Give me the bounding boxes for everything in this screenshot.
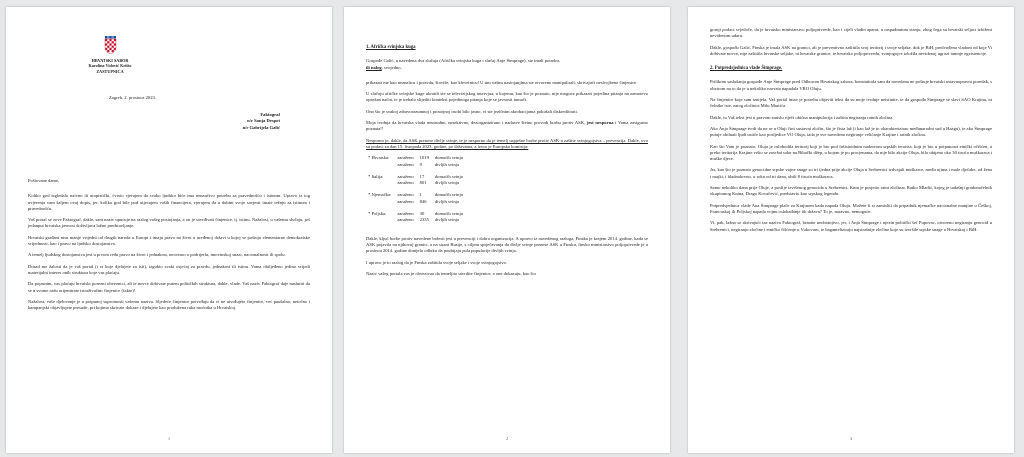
letterhead-role: ZASTUPNICA bbox=[96, 68, 124, 74]
underlined-paragraph: Nesporno je, dakle, da ASK prenose divlje svinje, te je nesporno da je temelj uspješne borbe protiv ASK-a zaštite svinjogojstva – prevencija. Dakle, ovo su podaci za dan 15. listopada 2023. godine, po državama, a izvor je Europska komisija: bbox=[366, 137, 648, 149]
desc-cell: divljih svinja bbox=[434, 161, 459, 167]
desc-cell: divljih svinja bbox=[434, 198, 459, 204]
table-row bbox=[368, 217, 469, 223]
paragraph-text: Moja tvrdnja da hrvatska vlada neutrudno, nesektivno, dezorganizirano i nadasve štetno provodi borbu protiv ASK, bbox=[366, 120, 586, 126]
paragraph: Jer, kao što je poznato genocidne srpske vojne snage su tri tjedna prije akcije Oluja u Srebrenici izdvajali muškarce, među njima i male dječake, od žena i majki, i hladnokrvno, u roku od tri dana, ubili 8 tisuća muškaraca. bbox=[710, 167, 992, 179]
number-cell: 9 bbox=[419, 161, 422, 167]
document-page-3 bbox=[688, 7, 1014, 453]
number-cell: 801 bbox=[419, 180, 427, 186]
paragraph: Da pojasnim, vas plaćaju hrvatski porezni obveznici, ali te novce dobivate putem političkih struktura, dakle, vlade. Vaš naziv Faktograf daje naslutiti da se u svome radu orijentirate istraživačim činjenice (fakte)! bbox=[28, 281, 310, 293]
paragraph: A temelj ljudskog dostojanstva jest u prvom redu pravo na život i jednakost, neovisno o podrijetlu, imovinskoj snazi, nacionalnosti ili spolu. bbox=[28, 252, 286, 258]
recipient-name-1: n/r Sanja Despot bbox=[247, 118, 280, 124]
country-cell: * Njemačka: bbox=[368, 192, 392, 198]
label-cell: zaraženo bbox=[397, 217, 414, 223]
document-page-1 bbox=[6, 7, 332, 453]
desc-cell: divljih svinja bbox=[434, 180, 459, 186]
paragraph: prikazati me kao neznalicu i potvrdu, štoviše, kao klevetnicu! U tim vašim nastojanjima ste otvoreno manipulirali, skrivajući neslvojbene činjenice. bbox=[366, 79, 638, 85]
recipient-name-2: n/r Gabrijela Galić bbox=[242, 124, 280, 130]
recipient-block bbox=[243, 112, 280, 131]
paragraph-text: , svojedno, bbox=[381, 64, 402, 70]
letterhead-institution: HRVATSKI SABOR bbox=[91, 58, 129, 63]
country-cell: * Poljska: bbox=[368, 211, 387, 217]
paragraph: Dakle, tu Vaš tekst jest u pravom smislu riječi obična manipulacija i zaštita negiranja ratnih zločina. bbox=[710, 114, 894, 120]
letterhead bbox=[78, 36, 142, 74]
paragraph: Koliko god izgledalo naivno ili utopistički, čvrsto vjerujem da svako ljudsko biće ima nenaučivo potrebu za pravednošću i istinom. Upravo iz tog uvjerenja vam šaljem ovaj dopis, jer, koliko god bile pod utjecajem vaših financijera, vjerujem da u dubini svoje savjesti imate težnju za istinom i pravednošću. bbox=[28, 193, 310, 211]
letter-body-page-3 bbox=[710, 7, 992, 233]
paragraph: Vi, pak, lažno se skrivajući iza naziva Faktograf, branite neobranjivo, jer, i Anja Šimprage i njezin politički šef Pupovac, otvoreno negiranju genocid u Srebrenici, negiranju zločine i etničko čišćenje u Vukovaru, te baganteliziraju najstrašnije zločine koje su izvršile srpske snage u Hrvatskoj i BiH. bbox=[710, 220, 992, 232]
paragraph: Dakle, ključ borbe protiv navedene bolesti jest u prevenciji i dobra organizacija. A upravo iz navedenog razloga, Finska je krajem 2014. godine, kada se ASK pojavila na njihovoj granici, a na strani Rusije, s ciljem sprječavanja da divlje svinje prenese ASK u Finsku, finsko ministarstvo poljoprivrede je u prosincu 2014. godine donijelo odluku da poubijaju pola populacije divljih svinja. bbox=[366, 235, 648, 254]
page-number: 1 bbox=[167, 435, 171, 441]
label-cell: zaraženo bbox=[397, 155, 414, 161]
paragraph: Naziv vašeg portala vas je obvezivao da temeljito utvrdite činjenice, a one dokazuju, kao što bbox=[366, 270, 536, 276]
paragraph: Na činjenice koje sam iznijela, Vaš portal imao je potrebu objaviti tekst da su moje tvrdnje neistinite, te da gospođa Šimprage se slavi SAO Krajinu, ni čelnike iste, zatog zločinca Milu Martića. bbox=[710, 97, 992, 109]
paragraph: Vaš portal se zove Faktograf, dakle, sam naziv upućuje na razlog vašeg postojanja, a on je utvrđivati činjenice, tj. istinu. Nažalost, u vašemu slučaju, još jedanput hrvatska javnost doživljava lažno predstavljanje. bbox=[28, 217, 310, 229]
paragraph: gornji podaci svjedoče, da je hrvatsko ministarstvo poljoprivrede, kao i cijeli vladin aparat, u raspadnutom stanju, zbog čega su hrvatski seljaci izloženi nevidenom udaru. bbox=[710, 27, 992, 39]
country-cell: * Hrvatska: bbox=[368, 155, 390, 161]
desc-cell: domaćih svinja bbox=[434, 155, 463, 161]
number-cell: 2335 bbox=[419, 217, 429, 223]
paragraph: Dakle, gospođo Galić, Finska je imala ASK na granici, ali je preventivno zaštitila svoj teritorij i svoje seljake, dok je BiH, predvođena vladom od koje Vi dobivate novce, nije zaštitila hrvatske seljake, ni hrvatske granice, te hrvatsko poljoprivredu, svinjogojce izložila nevidenoj ugrozi tamnje egzistencije. bbox=[710, 44, 992, 56]
asf-statistics-table bbox=[368, 155, 469, 223]
number-cell: 1 bbox=[419, 192, 422, 198]
paragraph: I upravo je to razlog da je Finska zaštitila svoje seljake i svoje svinjogojstvo. bbox=[366, 259, 508, 265]
label-cell: zaraženo bbox=[397, 211, 414, 217]
emphasized-text: jest nesporna bbox=[586, 120, 614, 126]
label-cell: zaraženo bbox=[397, 161, 414, 167]
paragraph bbox=[366, 120, 648, 133]
page-number: 3 bbox=[849, 435, 853, 441]
paragraph: Prilikom saslušanja gospođe Anje Šimprage pred Odborom Hrvatskog sabora, konstatirala sam da navedena ne poštuje hrvatski ustavnopravni poredak, s obzirom na to da je u nekoliko navrata napadala VRO Oluju. bbox=[710, 79, 992, 91]
desc-cell: divljih svinja bbox=[434, 217, 459, 223]
label-cell: zaraženo bbox=[397, 180, 414, 186]
desc-cell: domaćih svinja bbox=[434, 173, 463, 179]
letter-body-page-2 bbox=[366, 7, 648, 277]
desc-cell: domaćih svinja bbox=[434, 211, 463, 217]
salutation: Poštovane dame, bbox=[28, 178, 60, 183]
country-cell: * Italija: bbox=[368, 173, 384, 179]
page-number: 2 bbox=[505, 435, 509, 441]
paragraph: Ono što je svakoj zdravorazumnoj i pristojnoj osobi bilo jasno, vi ste jezičnim akrobacijama pokušali diskreditirati. bbox=[366, 108, 578, 114]
number-cell: 1019 bbox=[419, 155, 429, 161]
paragraph bbox=[366, 58, 648, 71]
paragraph-text: i Vama zasigurno poznata!! bbox=[366, 120, 648, 132]
paragraph: Potpredsjednica vlade Ana Šimprage plače za Krajinom kada napada Oluju. Možete li si zamisliti da pripadnik njemačke nacionalne manjine u Češkoj, Francuskoj ili Poljskoj napada vojnu oslobađanje tih država? To je, naravno, nemoguće. bbox=[710, 202, 992, 214]
number-cell: 17 bbox=[419, 173, 425, 179]
emphasized-text: ili nalog bbox=[366, 64, 382, 70]
paragraph: Ako Anja Šimprage tvrdi da ne se u Oluji čini sustavni zločin, što je čista laž (i kao laž je to okarakterizirao međunarodni sud u Haagu), te ako Šimprage putuje obilnati ljudi ustiče kao posljedice VO Oluja, tada je sve navedeno negiranje veličanje Krajine i ratnih zločina. bbox=[710, 125, 992, 138]
letterhead-name: Karolina Vidović Krišto bbox=[88, 63, 132, 69]
section-heading: 2. Potpredsjednica vlade Šimprage. bbox=[710, 66, 783, 72]
document-page-2 bbox=[344, 7, 670, 453]
letter-date: Zagreb, 2. prosinca 2023. bbox=[109, 95, 156, 100]
paragraph: Nažalost, vaše djelovanje je u potpunoj suprotnosti vašemu nazivu. Sljedeće činjenice potvrđuju da vi ne utvrđujete činjenice, već paušalno, netočno i kampanjski objavljujete presude, pri kojima skrivate dokaze i djelujete kao produžena ruka moćnika u Hrvatskoj. bbox=[28, 298, 310, 311]
paragraph: U slučaju afričke svinjske kuge ukratili ste se televizijskog intervjua, u kojemu, kao što je poznato, nije moguće prikazati pojedina pitanja na zamotevo opsežan način, te je trebalo slijediti kontekst pojedinoga pitanja koje se javnosti tumači. bbox=[366, 91, 648, 103]
number-cell: 846 bbox=[419, 198, 427, 204]
paragraph: Hrvatski građani nisu manje vrijedni od drugih naroda u Europi i imaju pravo na život u uređenoj državi u kojoj se poštuju elementarne demokratske vrijednosti, kao i pravo na ljudsko dostojanstvo. bbox=[28, 234, 310, 247]
label-cell: zaraženo bbox=[397, 192, 414, 198]
label-cell: zaraženo bbox=[397, 198, 414, 204]
recipient-organization: Faktograf bbox=[260, 112, 280, 117]
paragraph: Kao što Vam je poznato, Oluja je oslobodila teritorij koji je bio pod fašistoidnim nadzorom srpskih teroista, koji je bio u potpunosti etnički očišćen, a preko teritorija Krajine vršio se završni udar na Bihački džep, u kojem je po procjenama, da nije bilo akcije Oluja, bilo ubijeno oko 30 tisuća muškaraca i muške djece. bbox=[710, 143, 992, 162]
paragraph-text: Gospođe Galić, u navedena dva slučaja (Afrička svinjska kuga i slučaj Anje Šimprage), ste imali potrebu, bbox=[366, 58, 560, 64]
number-cell: 30 bbox=[419, 211, 425, 217]
letter-body-page-1 bbox=[28, 178, 310, 316]
section-heading: 1. Afrička svinjska kuga bbox=[366, 45, 416, 50]
croatian-coat-of-arms-icon bbox=[104, 36, 117, 54]
paragraph: Dosad me žalosti da je vaš portal (i vi koje djelujete za isti), izgubio svaki osjećaj za pravdu, jednakost ili istinu. Vama obiljeđeno jedino vrijedi materijalni interes onih struktura koje vas plaćaju. bbox=[28, 263, 310, 275]
desc-cell: domaćih svinja bbox=[434, 192, 463, 198]
paragraph: Samo nekoliko dana prije Oluje, a poslije izvršenog genocida u Srebrenici, Knin je posjetio ratni zločinac Ratko Mladić, kojeg je tadašnji gradonačelnik okupiranog Knina, Drago Kovačević, predstavio kao srpskog legendu. bbox=[710, 185, 992, 197]
label-cell: zaraženo bbox=[397, 173, 414, 179]
